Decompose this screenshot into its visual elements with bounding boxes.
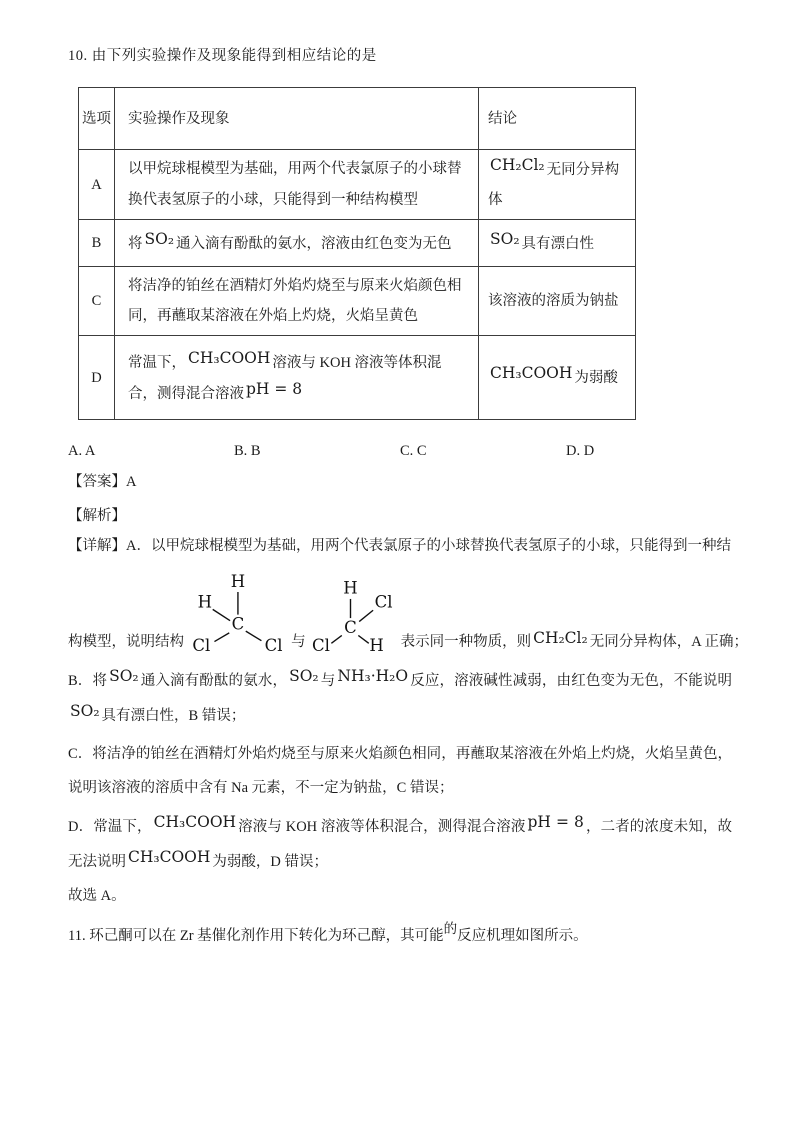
table-row-a	[79, 150, 636, 220]
conclusion-cell: CH₂Cl₂ 无同分异构体	[479, 150, 636, 220]
atom-cl-upright: Cl	[374, 592, 393, 612]
operation-cell: 将 SO₂ 通入滴有酚酞的氨水，溶液由红色变为无色	[115, 220, 479, 267]
table-row-c	[79, 267, 636, 336]
conclusion-cell: 该溶液的溶质为钠盐	[479, 267, 636, 336]
detail-paragraph-d: D．常温下， CH₃COOH 溶液与 KOH 溶液等体积混合，测得混合溶液 pH = 8 ，二者的浓度未知，故无法说明 CH₃COOH 为弱酸，D 错误；	[68, 813, 732, 870]
chem-formula: SO₂	[70, 702, 100, 720]
atom-c-center: C	[343, 617, 357, 637]
answer-choices	[68, 441, 732, 461]
choice-b: B. B	[234, 443, 261, 459]
atom-cl-downright: Cl	[264, 636, 283, 656]
chem-formula: CH₂Cl₂	[533, 629, 588, 647]
option-letter: A	[79, 150, 115, 220]
choice-c: C. C	[400, 443, 427, 459]
option-letter: D	[79, 336, 115, 420]
chem-formula: pH = 8	[527, 813, 584, 831]
chem-formula: SO₂	[490, 229, 520, 248]
structure-line-post: 表示同一种物质，则 CH₂Cl₂ 无同分异构体，A 正确；	[400, 629, 748, 650]
chem-formula: CH₃COOH	[128, 848, 211, 866]
atom-cl-downleft: Cl	[192, 636, 211, 656]
structure-line-pre: 构模型，说明结构	[68, 634, 184, 650]
detail-paragraph-b: B．将 SO₂ 通入滴有酚酞的氨水， SO₂ 与 NH₃·H₂O 反应，溶液碱性减弱，由红色变为无色，不能说明SO₂ 具有漂白性，B 错误；	[68, 667, 733, 724]
question-10-table	[78, 87, 636, 420]
header-option: 选项	[79, 88, 115, 150]
header-operation: 实验操作及现象	[115, 88, 479, 150]
structure-line-mid: 与	[291, 634, 306, 650]
choice-d: D. D	[566, 443, 595, 459]
chem-formula: CH₃COOH	[153, 813, 237, 831]
chem-formula: pH = 8	[246, 379, 303, 398]
operation-cell: 将洁净的铂丝在酒精灯外焰灼烧至与原来火焰颜色相同，再蘸取某溶液在外焰上灼烧，火焰呈黄色	[115, 267, 479, 336]
operation-cell: 以甲烷球棍模型为基础，用两个代表氯原子的小球替换代表氢原子的小球，只能得到一种结构模型	[115, 150, 479, 220]
question-11-title: 11. 环己酮可以在 Zr 基催化剂作用下转化为环己醇，其可能的反应机理如图所示。	[68, 921, 588, 944]
chem-formula: CH₂Cl₂	[490, 156, 545, 174]
dichloromethane-structure-2	[307, 565, 401, 659]
chem-formula: NH₃·H₂O	[337, 667, 409, 685]
conclusion-line: 故选 A。	[68, 888, 126, 904]
table-row-b	[79, 220, 636, 267]
answer-value: A	[126, 474, 137, 490]
answer-line	[68, 469, 732, 495]
answer-label: 【答案】	[68, 474, 126, 490]
analysis-label: 【解析】	[68, 508, 126, 524]
conclusion-cell: SO₂ 具有漂白性	[479, 220, 636, 267]
chem-formula: SO₂	[109, 667, 139, 685]
atom-h-upleft: H	[197, 592, 213, 612]
header-conclusion: 结论	[479, 88, 636, 150]
dichloromethane-structure-1	[184, 565, 290, 659]
choice-a: A. A	[68, 443, 96, 459]
table-row-d	[79, 336, 636, 420]
atom-h-top: H	[230, 571, 246, 591]
chem-formula: CH₃COOH	[490, 364, 573, 382]
conclusion-cell: CH₃COOH 为弱酸	[479, 336, 636, 420]
structure-line	[68, 565, 748, 659]
option-letter: C	[79, 267, 115, 336]
option-letter: B	[79, 220, 115, 267]
chem-formula: SO₂	[144, 229, 175, 248]
detail-paragraph-a: 【详解】A．以甲烷球棍模型为基础，用两个代表氯原子的小球替换代表氢原子的小球，只能得到一种结	[68, 538, 731, 554]
question-10-title: 10. 由下列实验操作及现象能得到相应结论的是	[68, 48, 377, 64]
atom-c-center: C	[231, 614, 245, 634]
operation-cell: 常温下， CH₃COOH 溶液与 KOH 溶液等体积混合，测得混合溶液 pH = 8	[115, 336, 479, 420]
chem-formula: SO₂	[289, 667, 319, 685]
detail-paragraph-c: C．将洁净的铂丝在酒精灯外焰灼烧至与原来火焰颜色相同，再蘸取某溶液在外焰上灼烧，火焰呈黄色，说明该溶液的溶质中含有 Na 元素，不一定为钠盐，C 错误；	[68, 746, 732, 796]
chem-formula	[418, 186, 422, 204]
atom-h-downright: H	[369, 636, 384, 656]
table-header-row	[79, 88, 636, 150]
chem-formula: CH₃COOH	[188, 348, 271, 367]
atom-h-top: H	[342, 578, 358, 598]
superscript-de: 的	[443, 921, 458, 936]
atom-cl-downleft: Cl	[311, 636, 330, 656]
